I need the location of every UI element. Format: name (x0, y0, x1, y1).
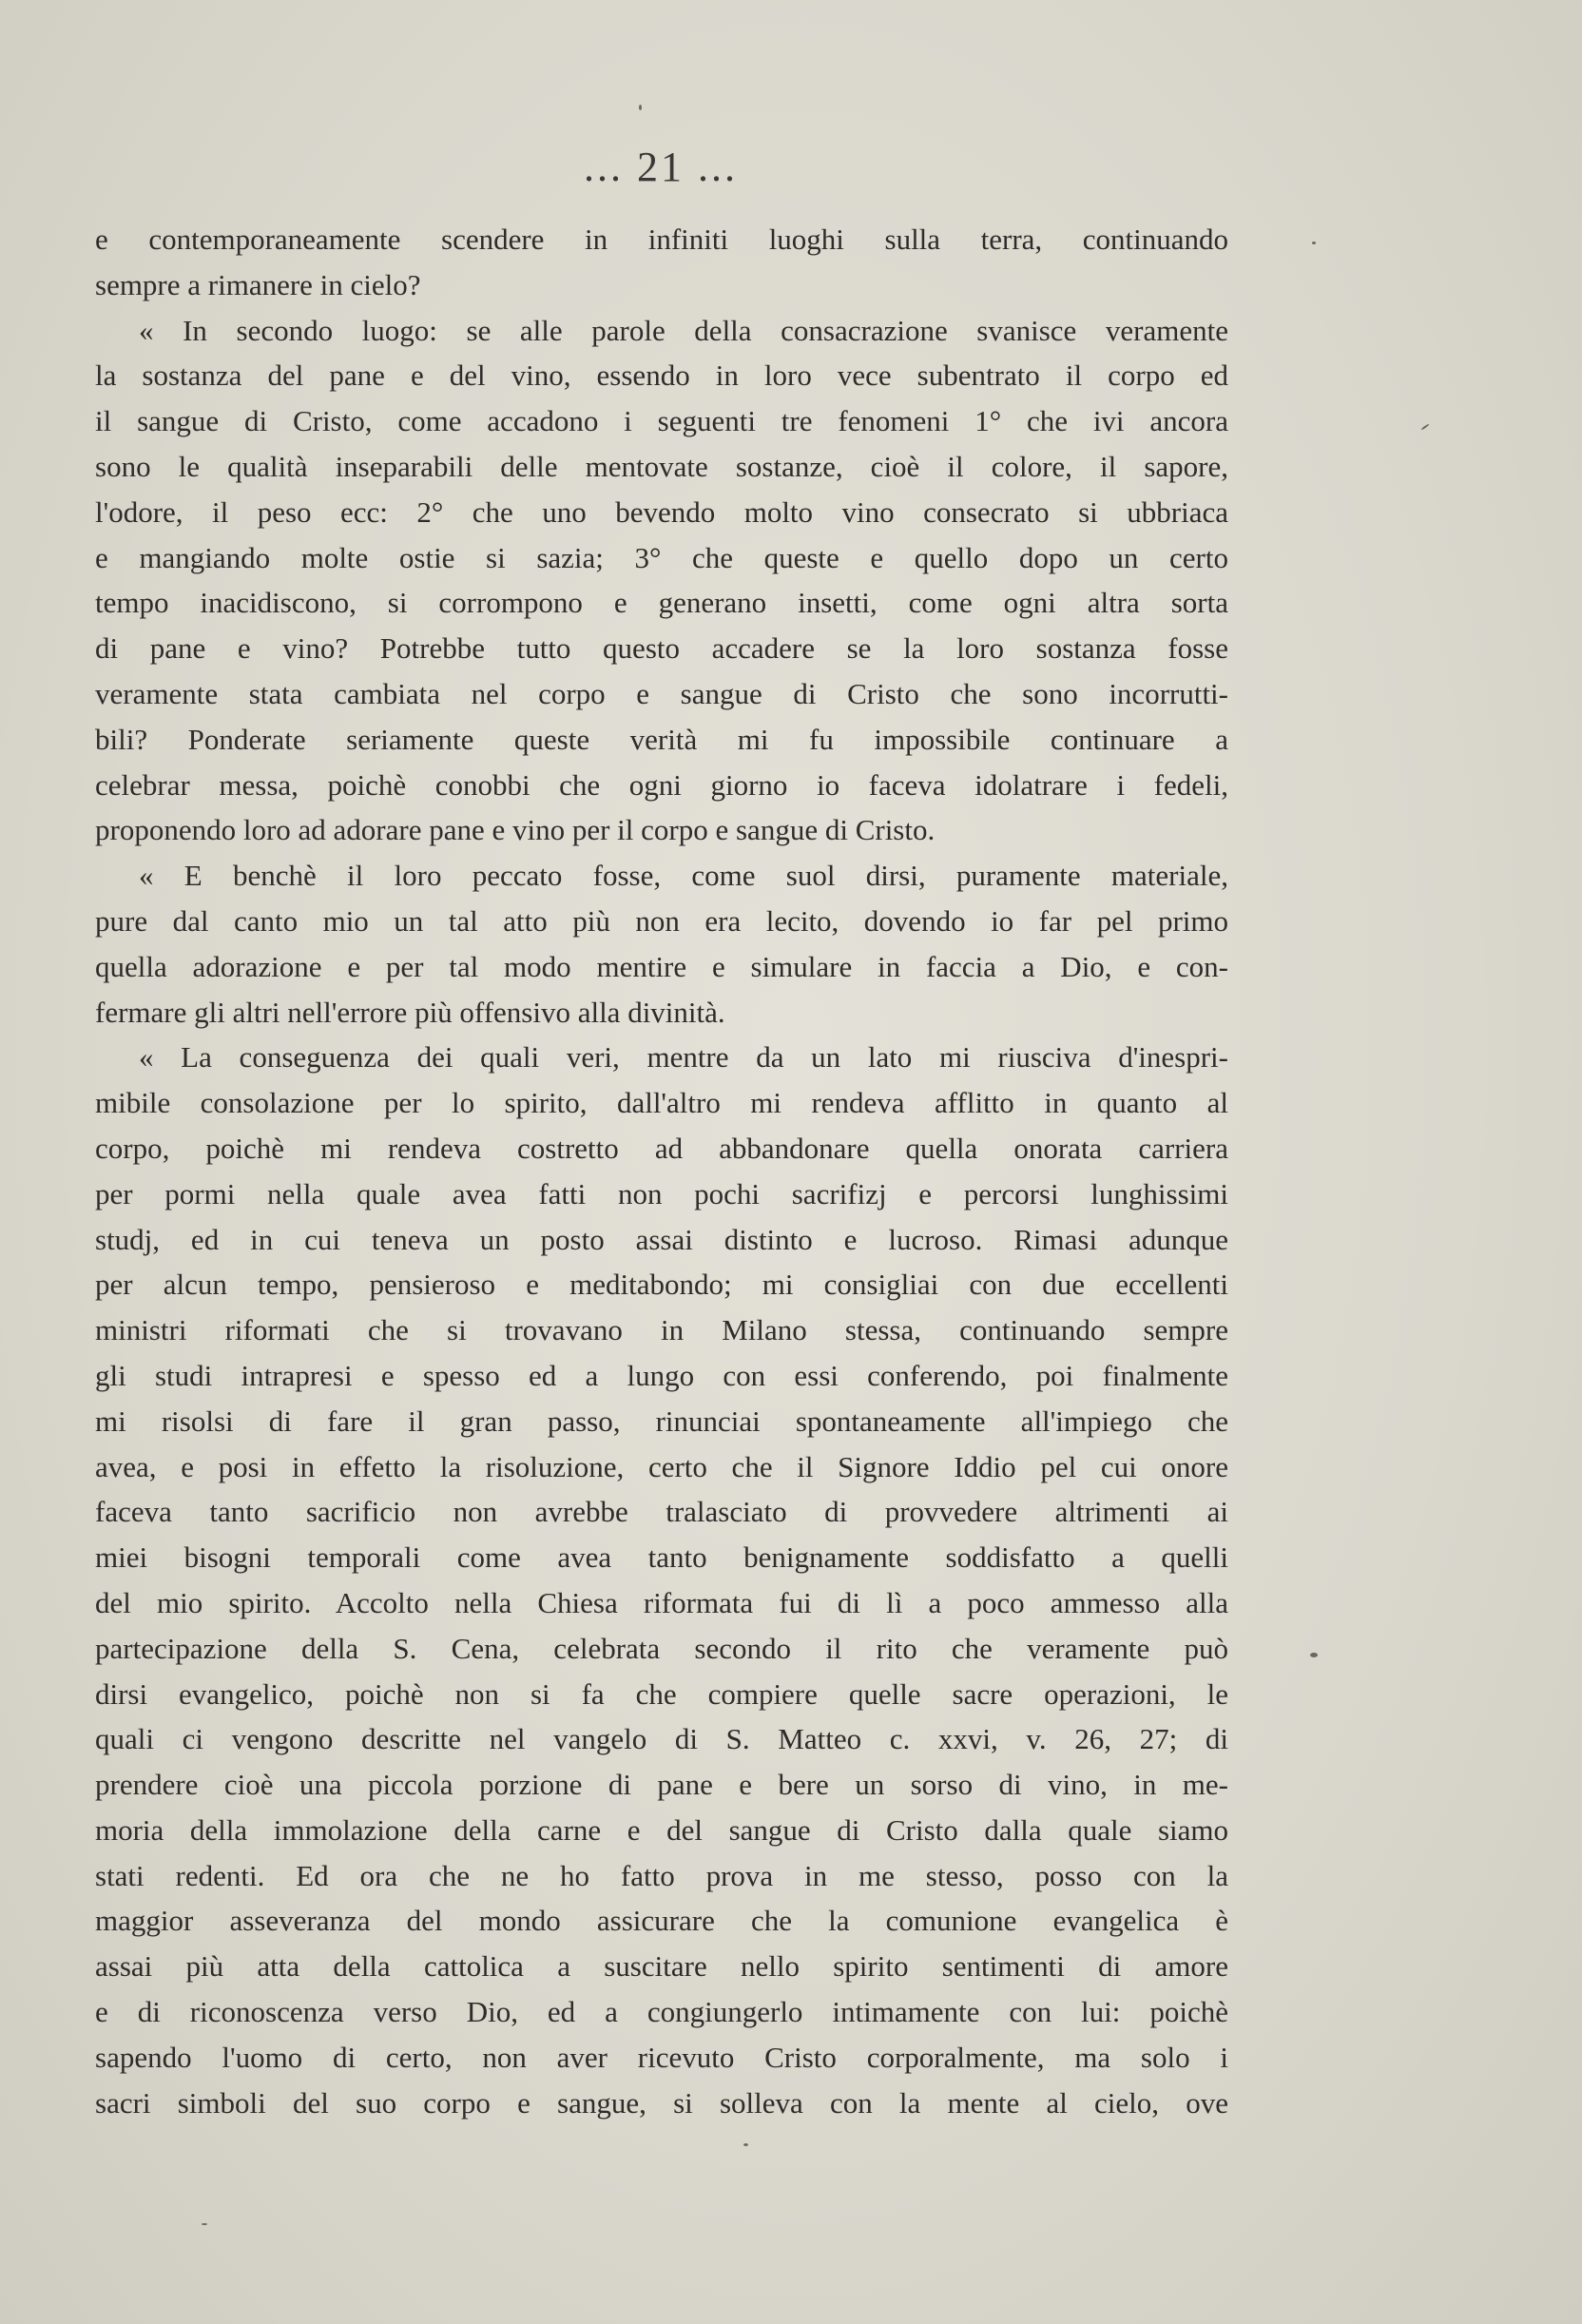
text-line: quali ci vengono descritte nel vangelo di S. Matteo c. xxvi, v. 26, 27; di (95, 1722, 1228, 1756)
text-line: prendere cioè una piccola porzione di pane e bere un sorso di vino, in me- (95, 1768, 1228, 1802)
text-line: tempo inacidiscono, si corrompono e generano insetti, come ogni altra sorta (95, 586, 1228, 620)
text-line: « La conseguenza dei quali veri, mentre da un lato mi riusciva d'inespri- (139, 1040, 1228, 1075)
text-line: la sostanza del pane e del vino, essendo in loro vece subentrato il corpo ed (95, 358, 1228, 393)
text-line: moria della immolazione della carne e del sangue di Cristo dalla quale siamo (95, 1812, 1228, 1847)
text-line: avea, e posi in effetto la risoluzione, certo che il Signore Iddio pel cui onore (95, 1449, 1228, 1483)
text-line: stati redenti. Ed ora che ne ho fatto prova in me stesso, posso con la (95, 1858, 1228, 1892)
margin-speck (639, 105, 642, 110)
margin-speck (1312, 242, 1316, 244)
text-line: fermare gli altri nell'errore più offensivo alla divinità. (95, 995, 725, 1029)
page-body-text (95, 217, 1228, 2125)
margin-speck (743, 2143, 748, 2146)
page-number: ... 21 ... (584, 144, 738, 190)
text-line: del mio spirito. Accolto nella Chiesa riformata fui di lì a poco ammesso alla (95, 1585, 1228, 1619)
text-line: mi risolsi di fare il gran passo, rinunciai spontaneamente all'impiego che (95, 1404, 1228, 1438)
text-line: dirsi evangelico, poichè non si fa che compiere quelle sacre operazioni, le (95, 1676, 1228, 1711)
text-line: per alcun tempo, pensieroso e meditabondo; mi consigliai con due eccellenti (95, 1268, 1228, 1302)
text-line: il sangue di Cristo, come accadono i seguenti tre fenomeni 1° che ivi ancora (95, 404, 1228, 438)
text-line: per pormi nella quale avea fatti non pochi sacrifizj e percorsi lunghissimi (95, 1176, 1228, 1210)
text-line: pure dal canto mio un tal atto più non era lecito, dovendo io far pel primo (95, 903, 1228, 938)
text-line: proponendo loro ad adorare pane e vino per il corpo e sangue di Cristo. (95, 813, 936, 847)
text-line: assai più atta della cattolica a suscitare nello spirito sentimenti di amore (95, 1949, 1228, 1984)
text-line: di pane e vino? Potrebbe tutto questo accadere se la loro sostanza fosse (95, 631, 1228, 666)
text-line: bili? Ponderate seriamente queste verità mi fu impossibile continuare a (95, 722, 1228, 756)
text-line: sono le qualità inseparabili delle mentovate sostanze, cioè il colore, il sapore, (95, 449, 1228, 483)
text-line: « In secondo luogo: se alle parole della consacrazione svanisce veramente (139, 313, 1228, 347)
text-line: « E benchè il loro peccato fosse, come suol dirsi, puramente materiale, (139, 859, 1228, 893)
text-line: sempre a rimanere in cielo? (95, 267, 421, 301)
text-line: maggior asseveranza del mondo assicurare che la comunione evangelica è (95, 1904, 1228, 1938)
text-line: studj, ed in cui teneva un posto assai distinto e lucroso. Rimasi adunque (95, 1222, 1228, 1256)
text-line: partecipazione della S. Cena, celebrata secondo il rito che veramente può (95, 1631, 1228, 1665)
text-line: celebrar messa, poichè conobbi che ogni giorno io faceva idolatrare i fedeli, (95, 767, 1228, 802)
text-line: e mangiando molte ostie si sazia; 3° che queste e quello dopo un certo (95, 540, 1228, 574)
text-line: quella adorazione e per tal modo mentire e simulare in faccia a Dio, e con- (95, 949, 1228, 983)
text-line: gli studi intrapresi e spesso ed a lungo con essi conferendo, poi finalmente (95, 1358, 1228, 1392)
text-line: corpo, poichè mi rendeva costretto ad abbandonare quella onorata carriera (95, 1131, 1228, 1165)
text-line: sapendo l'uomo di certo, non aver ricevuto Cristo corporalmente, ma solo i (95, 2040, 1228, 2074)
margin-speck (1420, 423, 1429, 430)
text-line: mibile consolazione per lo spirito, dall'altro mi rendeva afflitto in quanto al (95, 1086, 1228, 1120)
text-line: e contemporaneamente scendere in infiniti luoghi sulla terra, continuando (95, 223, 1228, 256)
text-line: miei bisogni temporali come avea tanto benignamente soddisfatto a quelli (95, 1540, 1228, 1575)
text-line: ministri riformati che si trovavano in Milano stessa, continuando sempre (95, 1313, 1228, 1347)
text-line: sacri simboli del suo corpo e sangue, si solleva con la mente al cielo, ove (95, 2085, 1228, 2120)
text-line: faceva tanto sacrificio non avrebbe tralasciato di provvedere altrimenti ai (95, 1495, 1228, 1529)
margin-speck (1310, 1653, 1318, 1657)
text-line: l'odore, il peso ecc: 2° che uno bevendo molto vino consecrato si ubbriaca (95, 494, 1228, 529)
margin-speck (202, 2223, 207, 2225)
text-line: veramente stata cambiata nel corpo e sangue di Cristo che sono incorrutti- (95, 676, 1228, 710)
text-line: e di riconoscenza verso Dio, ed a congiungerlo intimamente con lui: poichè (95, 1995, 1228, 2029)
